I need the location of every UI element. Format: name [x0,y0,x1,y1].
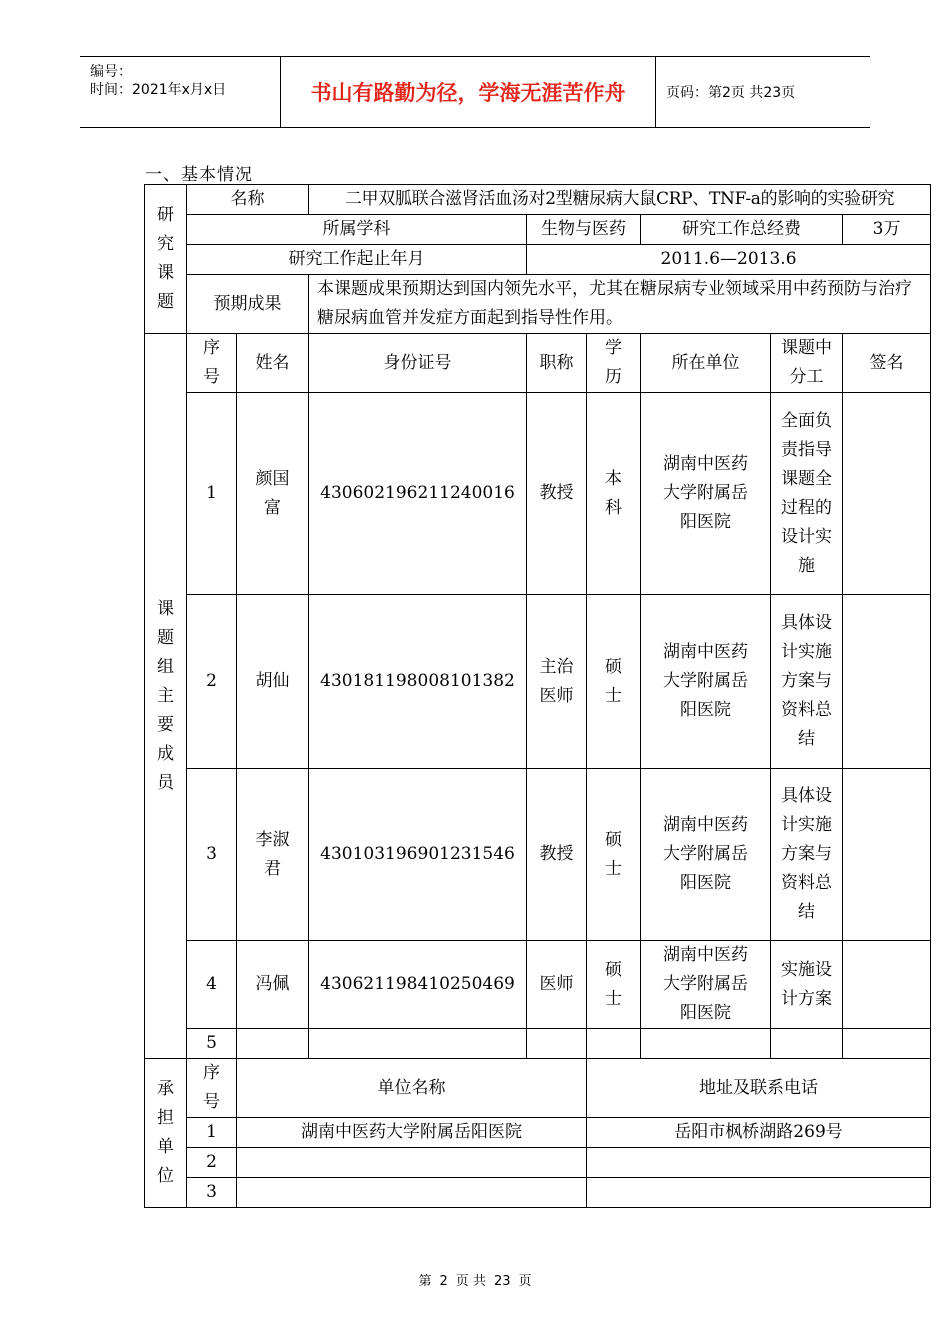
member-edu [587,1029,641,1059]
table-row [145,769,931,941]
topic-name-row [145,185,931,215]
col-id: 身份证号 [309,334,527,393]
member-title: 教授 [527,769,587,941]
member-seq: 4 [187,941,237,1029]
table-row [145,393,931,595]
unit-seq: 3 [187,1178,237,1208]
unit-seq: 2 [187,1148,237,1178]
unit-name: 湖南中医药大学附属岳阳医院 [237,1118,587,1148]
member-id: 430181198008101382 [309,595,527,769]
member-unit: 湖南中医药大学附属岳阳医院 [641,941,771,1029]
members-header-row [145,334,931,393]
period-label: 研究工作起止年月 [187,245,527,275]
col-unit: 所在单位 [641,334,771,393]
period-row [145,245,931,275]
member-id [309,1029,527,1059]
name-label: 名称 [187,185,309,215]
research-topic-label: 研究课题 [145,185,187,334]
member-sign [843,393,931,595]
member-seq: 5 [187,1029,237,1059]
col-name: 姓名 [237,334,309,393]
unit-address [587,1178,931,1208]
unit-col-name: 单位名称 [237,1059,587,1118]
col-sign: 签名 [843,334,931,393]
footer-middle: 页 共 [455,1274,486,1289]
time-label: 时间：2021年x月x日 [90,82,227,98]
discipline-row [145,215,931,245]
member-name: 李淑君 [237,769,309,941]
period-value: 2011.6—2013.6 [527,245,931,275]
member-name: 胡仙 [237,595,309,769]
unit-address [587,1148,931,1178]
units-header-row [145,1059,931,1118]
member-id: 430621198410250469 [309,941,527,1029]
member-id: 430602196211240016 [309,393,527,595]
outcome-value: 本课题成果预期达到国内领先水平，尤其在糖尿病专业领域采用中药预防与治疗糖尿病血管并发症方面起到指导性作用。 [309,275,931,334]
member-role: 全面负责指导课题全过程的设计实施 [771,393,843,595]
outcome-label: 预期成果 [187,275,309,334]
member-sign [843,595,931,769]
member-edu: 硕士 [587,595,641,769]
member-edu: 本科 [587,393,641,595]
member-title: 教授 [527,393,587,595]
table-row [145,1029,931,1059]
unit-name [237,1178,587,1208]
member-unit: 湖南中医药大学附属岳阳医院 [641,595,771,769]
discipline-value: 生物与医药 [527,215,641,245]
member-id: 430103196901231546 [309,769,527,941]
unit-col-address: 地址及联系电话 [587,1059,931,1118]
table-row [145,1178,931,1208]
header-page-label: 页码：第2页 共23页 [666,85,796,101]
col-seq: 序号 [187,334,237,393]
units-group-label: 承担单位 [145,1059,187,1208]
section-title: 一、基本情况 [145,165,253,185]
header-motto: 书山有路勤为径，学海无涯苦作舟 [281,57,656,127]
member-name [237,1029,309,1059]
col-title: 职称 [527,334,587,393]
footer-suffix: 页 [518,1274,532,1289]
number-label: 编号： [90,64,132,80]
member-sign [843,941,931,1029]
member-seq: 1 [187,393,237,595]
col-role: 课题中分工 [771,334,843,393]
member-role: 具体设计实施方案与资料总结 [771,595,843,769]
footer-page: 2 [439,1274,448,1289]
member-unit: 湖南中医药大学附属岳阳医院 [641,769,771,941]
header-meta [80,57,281,127]
table-row [145,595,931,769]
members-group-label: 课题组主要成员 [145,334,187,1059]
member-role: 实施设计方案 [771,941,843,1029]
member-role: 具体设计实施方案与资料总结 [771,769,843,941]
unit-address: 岳阳市枫桥湖路269号 [587,1118,931,1148]
unit-seq: 1 [187,1118,237,1148]
footer-prefix: 第 [418,1274,432,1289]
outcome-row [145,275,931,334]
member-unit [641,1029,771,1059]
unit-col-seq: 序号 [187,1059,237,1118]
footer-total: 23 [493,1274,511,1289]
member-sign [843,769,931,941]
name-value: 二甲双胍联合滋肾活血汤对2型糖尿病大鼠CRP、TNF-a的影响的实验研究 [309,185,931,215]
table-row [145,941,931,1029]
unit-name [237,1148,587,1178]
member-edu: 硕士 [587,941,641,1029]
discipline-label: 所属学科 [187,215,527,245]
table-row [145,1148,931,1178]
col-edu: 学历 [587,334,641,393]
member-name: 冯佩 [237,941,309,1029]
funding-value: 3万 [843,215,931,245]
member-sign [843,1029,931,1059]
page-footer [0,1270,950,1289]
basic-info-table [144,184,931,1208]
table-row [145,1118,931,1148]
member-edu: 硕士 [587,769,641,941]
member-role [771,1029,843,1059]
member-title: 医师 [527,941,587,1029]
member-seq: 3 [187,769,237,941]
member-name: 颜国富 [237,393,309,595]
member-title [527,1029,587,1059]
funding-label: 研究工作总经费 [641,215,843,245]
member-seq: 2 [187,595,237,769]
member-title: 主治医师 [527,595,587,769]
page-header [80,56,870,128]
member-unit: 湖南中医药大学附属岳阳医院 [641,393,771,595]
